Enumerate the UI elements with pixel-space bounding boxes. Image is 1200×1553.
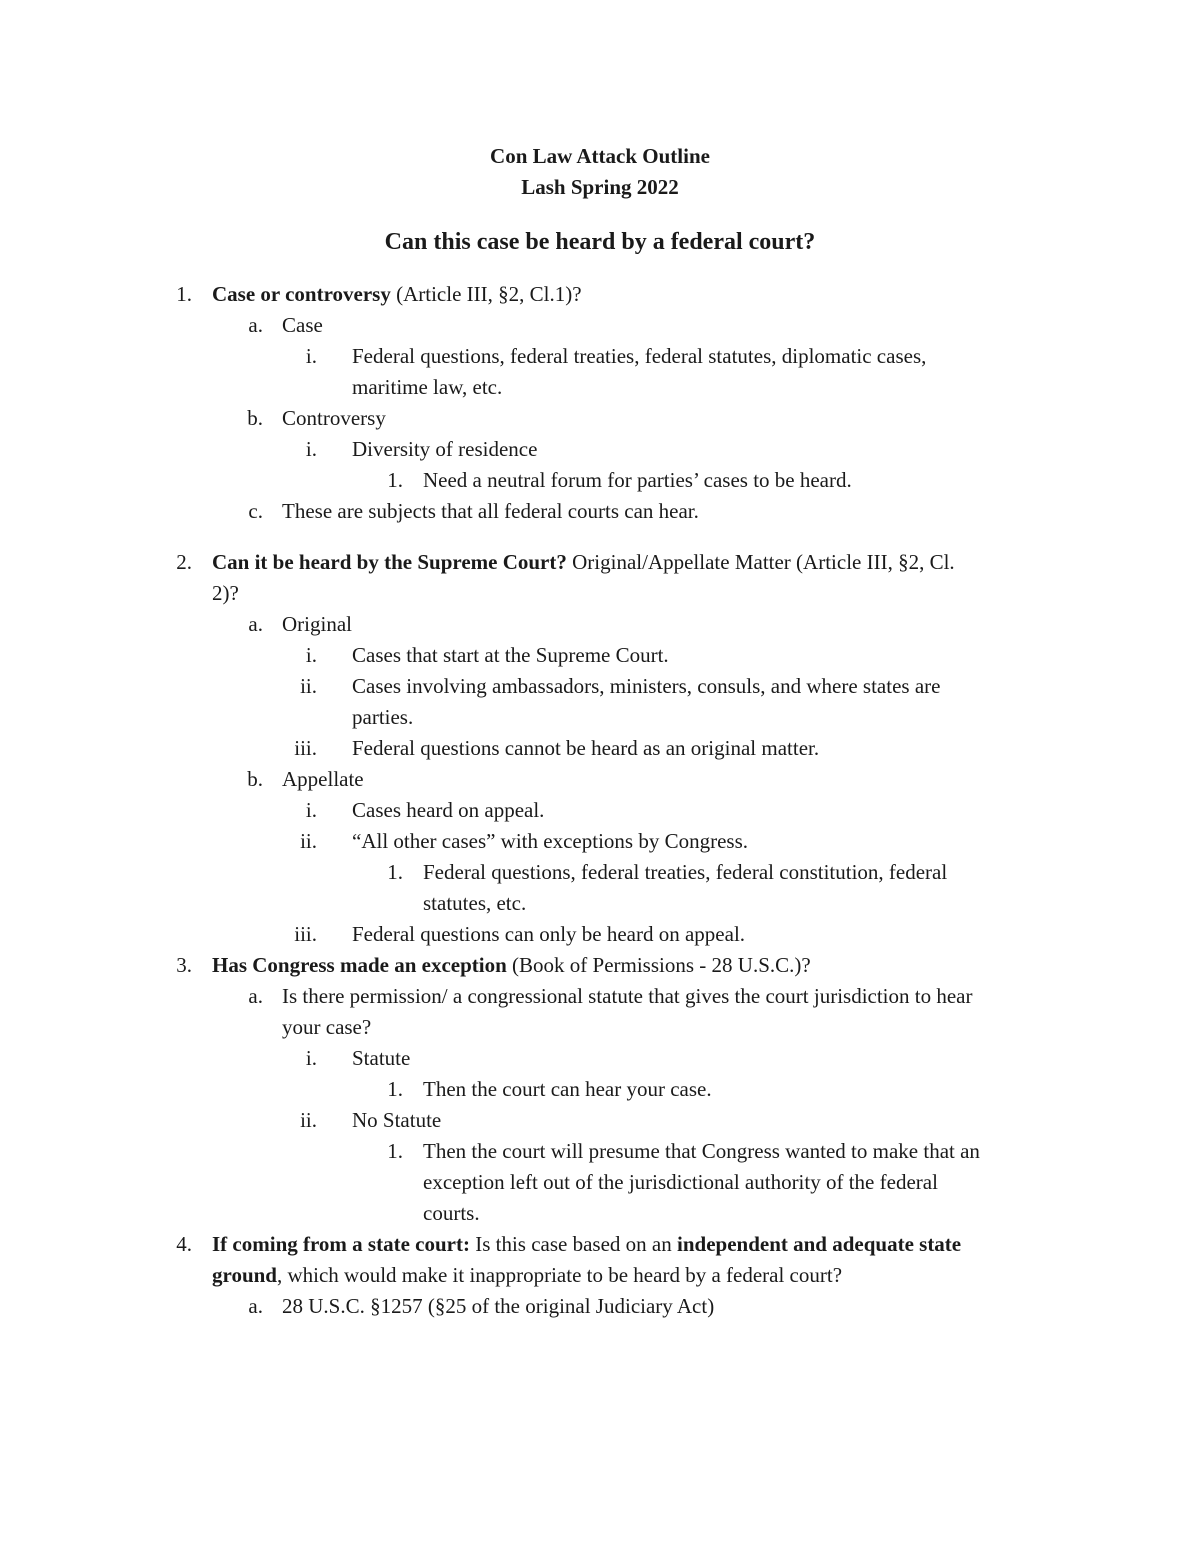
outline-marker: i. bbox=[305, 643, 317, 667]
outline-item-2bii1: Federal questions, federal treaties, federal constitution, federal bbox=[423, 860, 948, 884]
outline-item-1b: Controversy bbox=[282, 406, 386, 430]
outline-item-1 bbox=[212, 279, 582, 310]
outline-marker: i. bbox=[305, 1046, 317, 1070]
outline-marker: a. bbox=[248, 1294, 263, 1318]
outline-item-2aiii: Federal questions cannot be heard as an original matter. bbox=[352, 736, 820, 760]
document-subtitle: Lash Spring 2022 bbox=[521, 175, 679, 199]
outline-item-1a: Case bbox=[282, 313, 323, 337]
outline-item-3aii1-cont2: courts. bbox=[423, 1201, 480, 1225]
outline-marker: i. bbox=[305, 798, 317, 822]
outline-item-text: Original/Appellate Matter (Article III, §2, Cl. bbox=[566, 550, 955, 574]
outline-marker: a. bbox=[248, 313, 263, 337]
outline-item-2bi: Cases heard on appeal. bbox=[352, 798, 545, 822]
outline-item-text: Is this case based on an bbox=[469, 1232, 677, 1256]
outline-marker: a. bbox=[248, 984, 263, 1008]
outline-item-1ai-cont: maritime law, etc. bbox=[352, 375, 503, 399]
outline-marker: c. bbox=[248, 499, 263, 523]
outline-marker: 1. bbox=[387, 860, 403, 884]
outline-item-1bi1: Need a neutral forum for parties’ cases to be heard. bbox=[423, 468, 852, 492]
outline-item-4 bbox=[212, 1229, 961, 1260]
outline-marker: 1. bbox=[387, 468, 403, 492]
document-title: Con Law Attack Outline bbox=[490, 144, 710, 168]
outline-item-bold: independent and adequate state bbox=[677, 1232, 962, 1256]
outline-marker: 4. bbox=[176, 1232, 192, 1256]
outline-item-text: (Book of Permissions - 28 U.S.C.)? bbox=[506, 953, 811, 977]
outline-marker: 1. bbox=[387, 1077, 403, 1101]
outline-marker: 3. bbox=[176, 953, 192, 977]
outline-marker: i. bbox=[305, 437, 317, 461]
outline-marker: ii. bbox=[300, 674, 317, 698]
outline-item-bold: Can it be heard by the Supreme Court? bbox=[212, 550, 567, 574]
outline-item-2bii: “All other cases” with exceptions by Congress. bbox=[352, 829, 748, 853]
outline-item-2bii1-cont: statutes, etc. bbox=[423, 891, 527, 915]
outline-item-2-cont: 2)? bbox=[212, 581, 239, 605]
outline-marker: 2. bbox=[176, 550, 192, 574]
outline-item-3aii1: Then the court will presume that Congress wanted to make that an bbox=[423, 1139, 980, 1163]
outline-item-2aii: Cases involving ambassadors, ministers, consuls, and where states are bbox=[352, 674, 941, 698]
outline-item-4a: 28 U.S.C. §1257 (§25 of the original Judiciary Act) bbox=[282, 1294, 715, 1318]
outline-marker: i. bbox=[305, 344, 317, 368]
outline-marker: iii. bbox=[294, 922, 317, 946]
outline-item-3aii1-cont: exception left out of the jurisdictional authority of the federal bbox=[423, 1170, 938, 1194]
outline-item-text: , which would make it inappropriate to be heard by a federal court? bbox=[276, 1263, 843, 1287]
outline-item-bold: ground bbox=[212, 1263, 277, 1287]
outline-item-bold: If coming from a state court: bbox=[212, 1232, 470, 1256]
outline-marker: b. bbox=[247, 406, 263, 430]
outline-marker: ii. bbox=[300, 1108, 317, 1132]
outline-item-2b: Appellate bbox=[282, 767, 364, 791]
outline-item-2 bbox=[212, 547, 955, 578]
outline-item-4-cont bbox=[212, 1260, 842, 1291]
outline-item-3a-cont: your case? bbox=[282, 1015, 372, 1039]
outline-item-3ai: Statute bbox=[352, 1046, 411, 1070]
outline-marker: 1. bbox=[176, 282, 192, 306]
outline-marker: a. bbox=[248, 612, 263, 636]
outline-item-bold: Has Congress made an exception bbox=[212, 953, 507, 977]
outline-marker: ii. bbox=[300, 829, 317, 853]
outline-item-2ai: Cases that start at the Supreme Court. bbox=[352, 643, 669, 667]
section-heading: Can this case be heard by a federal court? bbox=[384, 229, 816, 255]
outline-marker: 1. bbox=[387, 1139, 403, 1163]
outline-item-text: (Article III, §2, Cl.1)? bbox=[390, 282, 582, 306]
outline-item-1c: These are subjects that all federal courts can hear. bbox=[282, 499, 699, 523]
outline-marker: iii. bbox=[294, 736, 317, 760]
outline-item-1bi: Diversity of residence bbox=[352, 437, 538, 461]
outline-item-2biii: Federal questions can only be heard on appeal. bbox=[352, 922, 746, 946]
outline-item-2a: Original bbox=[282, 612, 352, 636]
outline-item-1ai: Federal questions, federal treaties, federal statutes, diplomatic cases, bbox=[352, 344, 927, 368]
outline-marker: b. bbox=[247, 767, 263, 791]
outline-item-2aii-cont: parties. bbox=[352, 705, 414, 729]
outline-item-3ai1: Then the court can hear your case. bbox=[423, 1077, 712, 1101]
outline-item-3a: Is there permission/ a congressional statute that gives the court jurisdiction to hear bbox=[282, 984, 973, 1008]
outline-item-bold: Case or controversy bbox=[212, 282, 391, 306]
outline-item-3aii: No Statute bbox=[352, 1108, 442, 1132]
outline-item-3 bbox=[212, 950, 811, 981]
